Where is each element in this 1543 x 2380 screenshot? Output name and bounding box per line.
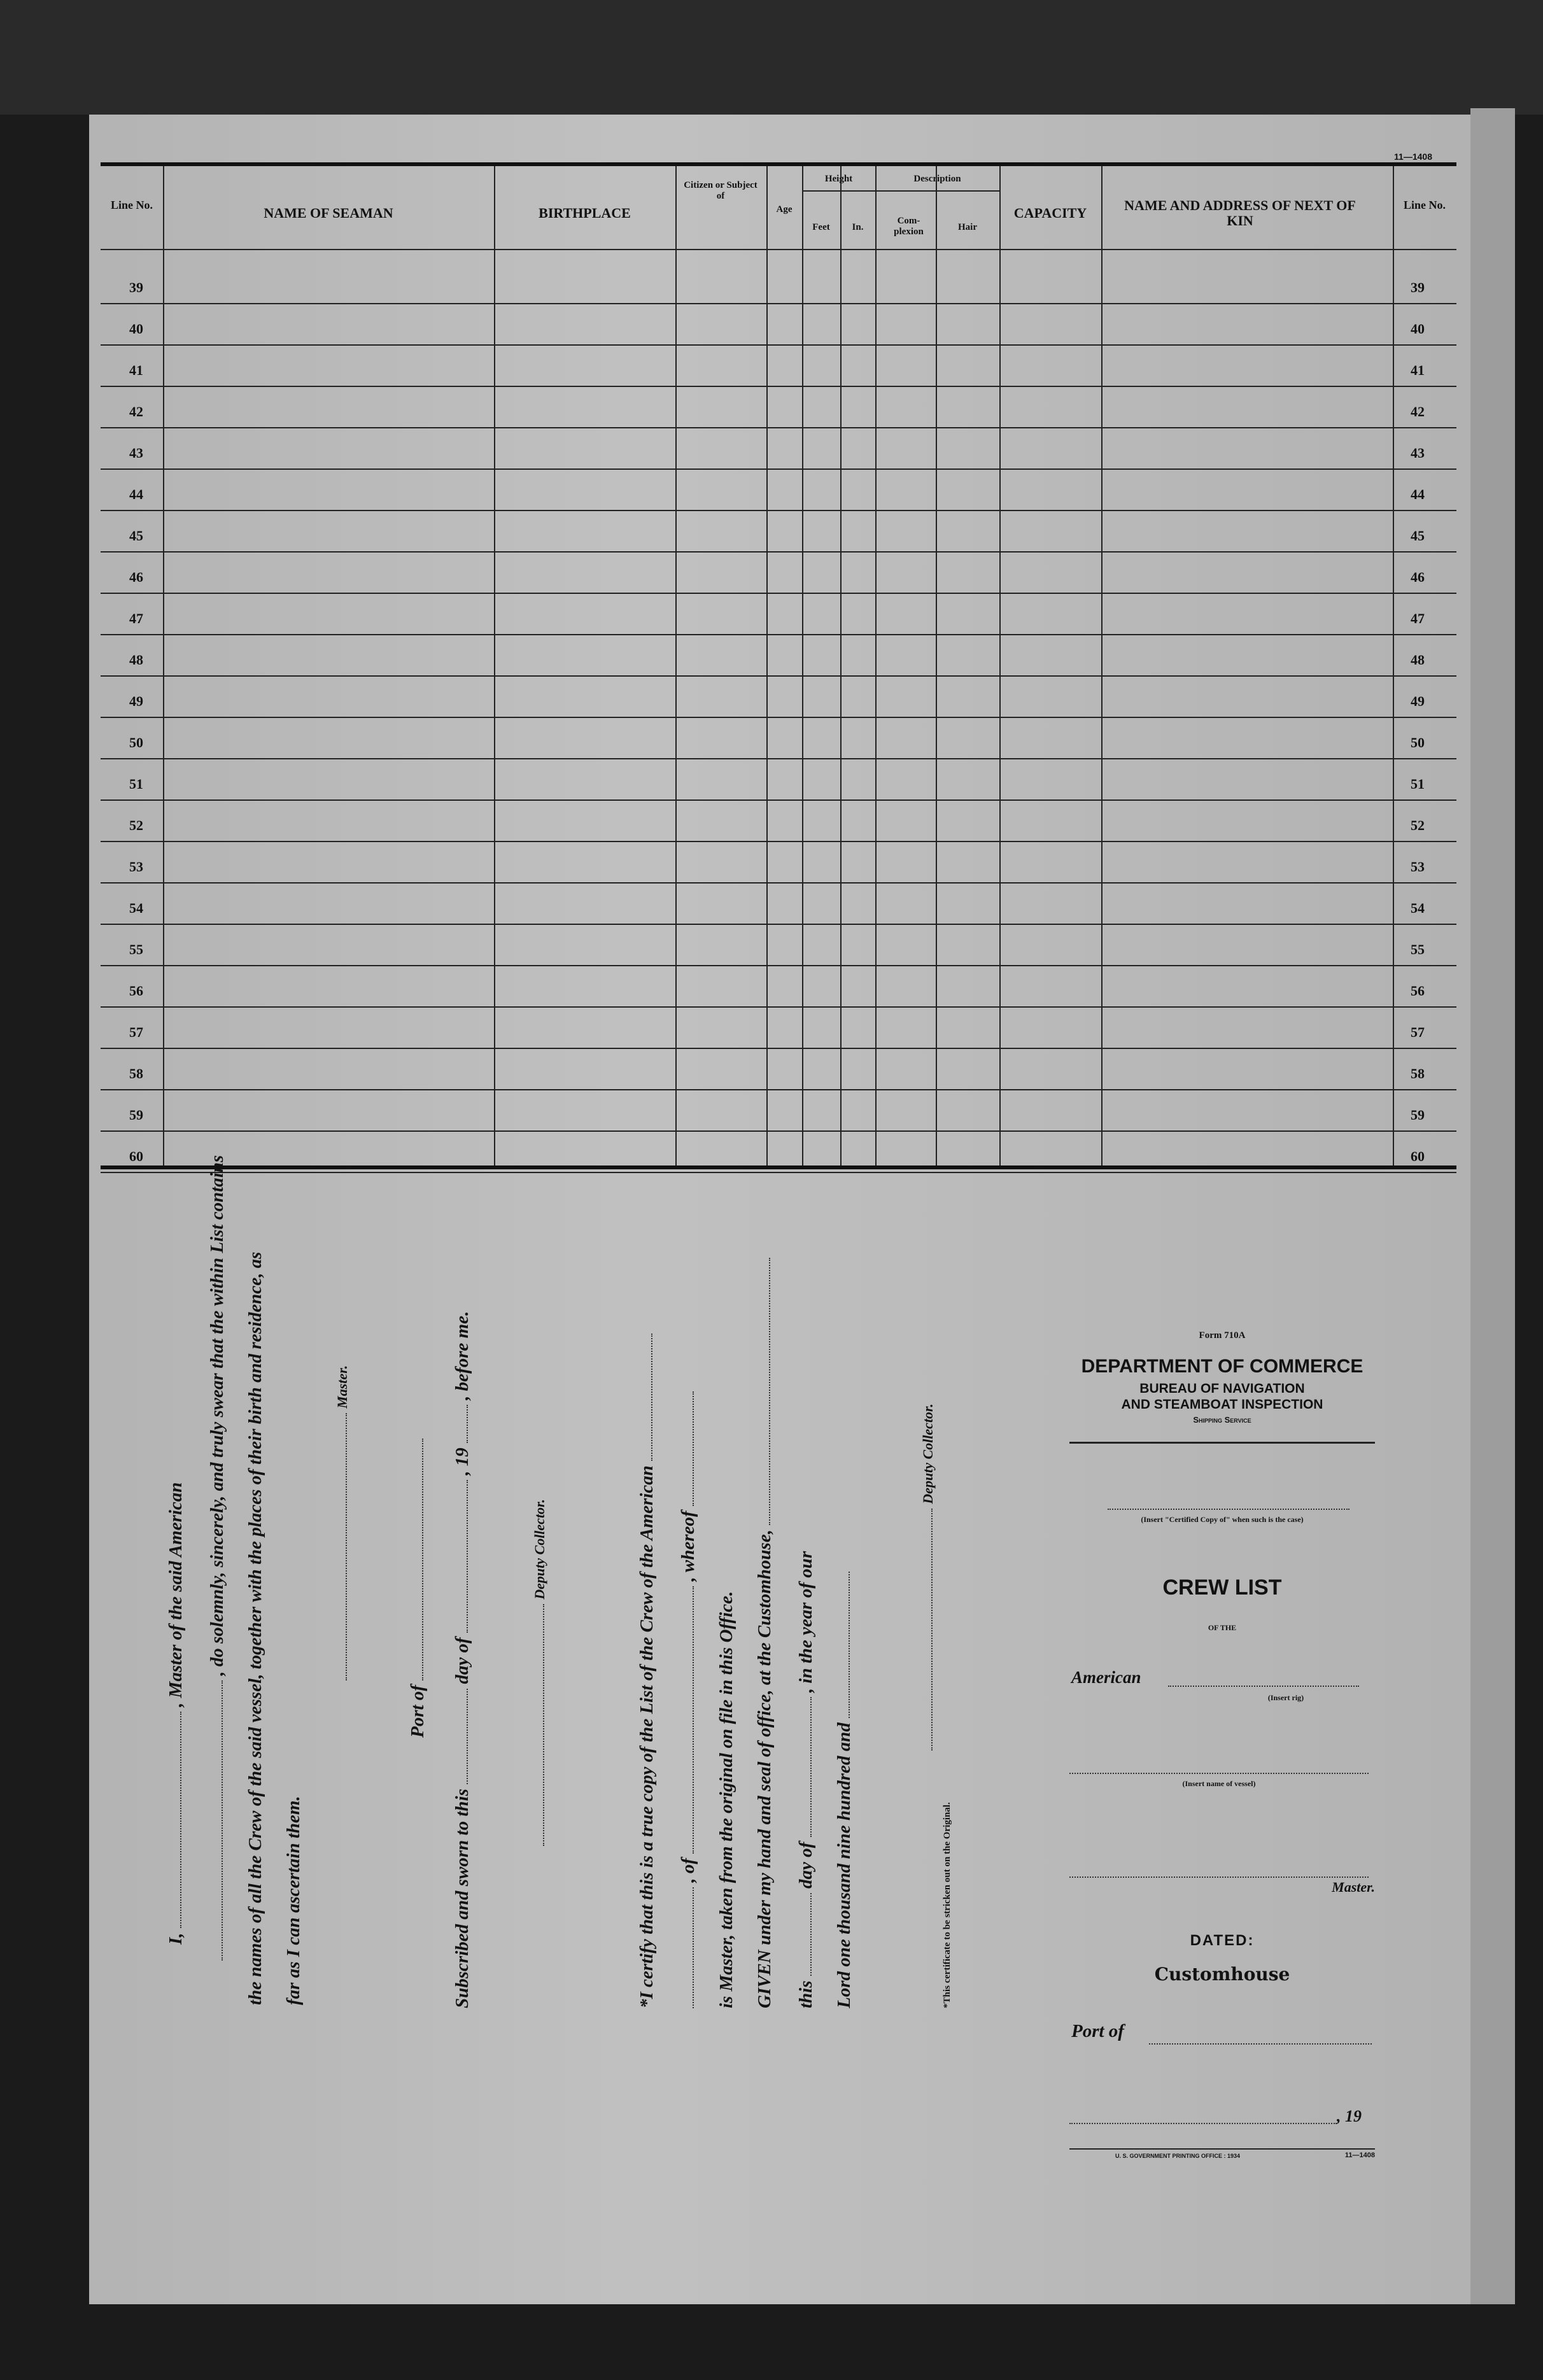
table-row xyxy=(101,924,1456,925)
cert-port-of: Port of xyxy=(407,1685,428,1738)
table-row xyxy=(101,510,1456,511)
header-name-of-seaman: NAME OF SEAMAN xyxy=(264,205,393,221)
cover-form-bottom: 11—1408 xyxy=(1344,2151,1375,2159)
cert-whereof: , whereof xyxy=(678,1510,698,1582)
column-rule xyxy=(936,166,937,1165)
header-height: Height xyxy=(824,174,853,184)
vessel-name-blank xyxy=(1069,1773,1369,1774)
row-number-right: 58 xyxy=(1411,1066,1425,1081)
master-signature-line xyxy=(331,1365,352,1680)
cert-true-copy-text: *I certify that this is a true copy of the List of the Crew of the American xyxy=(637,1465,657,2008)
row-number-right: 56 xyxy=(1411,983,1425,999)
port-blank xyxy=(421,1439,423,1680)
row-number: 56 xyxy=(129,983,143,999)
table-row xyxy=(101,1130,1456,1132)
table-row xyxy=(101,717,1456,718)
table-row xyxy=(101,1006,1456,1008)
table-row xyxy=(101,675,1456,677)
deputy2-label: Deputy Collector. xyxy=(920,1404,936,1504)
cert-master-label: Master. xyxy=(334,1365,350,1409)
row-number: 52 xyxy=(129,817,143,833)
cert-before-me: , before me. xyxy=(452,1311,472,1400)
column-rule xyxy=(1101,166,1103,1165)
row-number-right: 55 xyxy=(1411,941,1425,957)
header-birthplace: BIRTHPLACE xyxy=(539,205,631,221)
whereof-blank xyxy=(692,1391,694,1506)
deputy-collector-1 xyxy=(528,1499,549,1846)
deputy2-blank xyxy=(931,1509,933,1750)
column-rule xyxy=(766,166,768,1165)
cert-given-text: GIVEN under my hand and seal of office, at the Customhouse, xyxy=(754,1530,775,2008)
row-number: 50 xyxy=(129,735,143,750)
row-number-right: 45 xyxy=(1411,528,1425,544)
header-line-no-right: Line No. xyxy=(1403,199,1446,211)
cert-subscribed: Subscribed and sworn to this xyxy=(452,1789,472,2008)
header-subrule xyxy=(802,190,875,192)
cert-master-of: , Master of the said American xyxy=(166,1482,186,1707)
page-edge xyxy=(1470,108,1515,2304)
row-number-right: 60 xyxy=(1411,1148,1425,1164)
cert-line-1 xyxy=(166,1482,187,1945)
column-rule xyxy=(675,166,677,1165)
row-number-right: 48 xyxy=(1411,652,1425,668)
table-row xyxy=(101,344,1456,346)
cert-19: , 19 xyxy=(452,1447,472,1475)
row-number: 58 xyxy=(129,1066,143,1081)
row-number-right: 39 xyxy=(1411,279,1425,295)
header-complexion: Com- plexion xyxy=(894,216,924,237)
column-rule xyxy=(802,166,803,1165)
row-number: 45 xyxy=(129,528,143,544)
of-blank-1 xyxy=(692,1887,694,2008)
sub-day-blank xyxy=(466,1689,468,1784)
row-number: 40 xyxy=(129,321,143,337)
name-blank xyxy=(221,1680,223,1961)
cover-rule xyxy=(1069,1442,1375,1444)
header-line-no: Line No. xyxy=(110,199,153,211)
cert-is-master: is Master, taken from the original on file in this Office. xyxy=(716,1591,736,2008)
crew-list-page xyxy=(89,115,1470,2304)
cover-master: Master. xyxy=(1332,1879,1375,1895)
master-blank xyxy=(1069,1877,1369,1878)
row-number: 55 xyxy=(129,941,143,957)
row-number-right: 44 xyxy=(1411,486,1425,502)
table-row xyxy=(101,841,1456,842)
header-feet: Feet xyxy=(812,222,830,232)
cert-line-4: far as I can ascertain them. xyxy=(283,1796,304,2005)
cert-line-2 xyxy=(207,1155,228,1961)
column-rule xyxy=(494,166,495,1165)
row-number-right: 46 xyxy=(1411,569,1425,585)
table-row xyxy=(101,593,1456,594)
cert-day-of-2: day of xyxy=(796,1841,816,1889)
sub-month-blank xyxy=(466,1480,468,1633)
row-number: 57 xyxy=(129,1024,143,1040)
row-number-right: 47 xyxy=(1411,610,1425,626)
cover-insert-rig: (Insert rig) xyxy=(1267,1693,1304,1702)
cert-of: , of xyxy=(678,1858,698,1883)
row-number: 44 xyxy=(129,486,143,502)
rig-blank xyxy=(1168,1686,1359,1687)
cover-dated: DATED: xyxy=(1190,1932,1255,1949)
header-citizen: Citizen or Subject of xyxy=(684,180,757,201)
cover-customhouse: Customhouse xyxy=(1154,1964,1290,1985)
cover-port-blank xyxy=(1149,2043,1372,2045)
certified-copy-blank xyxy=(1108,1509,1349,1510)
port-of-line xyxy=(407,1439,428,1738)
row-number: 60 xyxy=(129,1148,143,1164)
row-number-right: 50 xyxy=(1411,735,1425,750)
table-row xyxy=(101,965,1456,966)
cover-date-blank xyxy=(1069,2123,1337,2124)
vessel-blank xyxy=(651,1334,652,1461)
column-rule xyxy=(999,166,1001,1165)
cover-insert-vessel: (Insert name of vessel) xyxy=(1182,1779,1256,1788)
table-row xyxy=(101,303,1456,304)
row-number: 43 xyxy=(129,445,143,461)
crew-table xyxy=(101,162,1456,1169)
header-bottom-rule xyxy=(101,249,1456,250)
cover-title: CREW LIST xyxy=(1162,1575,1282,1600)
table-row xyxy=(101,799,1456,801)
row-number-right: 52 xyxy=(1411,817,1425,833)
table-row xyxy=(101,1048,1456,1049)
table-row xyxy=(101,386,1456,387)
cert-this-day xyxy=(796,1551,817,2008)
row-number-right: 51 xyxy=(1411,776,1425,792)
row-number: 47 xyxy=(129,610,143,626)
cover-bureau-2: AND STEAMBOAT INSPECTION xyxy=(1121,1397,1323,1412)
header-age: Age xyxy=(776,204,793,215)
column-rule xyxy=(163,166,164,1165)
this-blank xyxy=(810,1893,812,1976)
cert-swear: , do solemnly, sincerely, and truly swear that the within List contains xyxy=(207,1155,227,1676)
form-number-top: 11—1408 xyxy=(1394,151,1432,162)
row-number-right: 40 xyxy=(1411,321,1425,337)
deputy1-blank xyxy=(542,1604,544,1846)
row-number: 51 xyxy=(129,776,143,792)
row-number: 49 xyxy=(129,693,143,709)
cert-true-copy xyxy=(637,1334,658,2008)
header-capacity: CAPACITY xyxy=(1013,205,1087,221)
row-number-right: 41 xyxy=(1411,362,1425,378)
row-number: 48 xyxy=(129,652,143,668)
table-row xyxy=(101,551,1456,553)
cover-insert-certified: (Insert "Certified Copy of" when such is the case) xyxy=(1141,1515,1304,1524)
row-number: 46 xyxy=(129,569,143,585)
cert-lord-text: Lord one thousand nine hundred and xyxy=(834,1722,854,2008)
row-number-right: 42 xyxy=(1411,404,1425,419)
deputy-collector-2 xyxy=(917,1404,938,1750)
cover-service: Shipping Service xyxy=(1193,1415,1251,1425)
cert-this: this xyxy=(796,1980,816,2008)
cert-lord xyxy=(834,1572,855,2008)
cert-day-of: day of xyxy=(452,1637,472,1684)
cover-bottom-rule xyxy=(1069,2148,1375,2150)
cert-i: I, xyxy=(166,1933,186,1945)
master-name-blank xyxy=(180,1712,181,1928)
column-rule xyxy=(840,166,842,1165)
header-inches: In. xyxy=(852,222,864,232)
table-row xyxy=(101,427,1456,428)
table-row xyxy=(101,882,1456,884)
header-subrule xyxy=(875,190,999,192)
row-number-right: 53 xyxy=(1411,859,1425,875)
row-number-right: 43 xyxy=(1411,445,1425,461)
column-rule xyxy=(1393,166,1394,1165)
row-number: 59 xyxy=(129,1107,143,1123)
scan-background xyxy=(0,0,1543,115)
column-rule xyxy=(875,166,877,1165)
cover-port-of: Port of xyxy=(1071,2021,1124,2041)
cover-of-the: OF THE xyxy=(1208,1623,1237,1632)
cert-given xyxy=(754,1258,775,2008)
row-number-right: 49 xyxy=(1411,693,1425,709)
header-description: Description xyxy=(913,174,961,184)
row-number: 42 xyxy=(129,404,143,419)
cover-american: American xyxy=(1071,1668,1141,1687)
cert-year-of-our: , in the year of our xyxy=(796,1551,816,1693)
row-number: 54 xyxy=(129,900,143,916)
table-row xyxy=(101,758,1456,759)
table-row xyxy=(101,1172,1456,1173)
cover-bureau-1: BUREAU OF NAVIGATION xyxy=(1139,1381,1305,1396)
row-number-right: 59 xyxy=(1411,1107,1425,1123)
row-number-right: 54 xyxy=(1411,900,1425,916)
cert-footnote: *This certificate to be stricken out on the Original. xyxy=(942,1802,952,2008)
lord-blank xyxy=(848,1572,850,1718)
subscribed-line xyxy=(452,1311,473,2008)
row-number: 53 xyxy=(129,859,143,875)
header-next-of-kin: NAME AND ADDRESS OF NEXT OF KIN xyxy=(1124,197,1356,229)
row-number-right: 57 xyxy=(1411,1024,1425,1040)
cert-line-3: the names of all the Crew of the said vessel, together with the places of their birth and residence, as xyxy=(245,1251,265,2005)
header-hair: Hair xyxy=(958,222,977,232)
table-row xyxy=(101,1089,1456,1090)
cover-form-number: Form 710A xyxy=(1199,1330,1246,1341)
row-number: 41 xyxy=(129,362,143,378)
customhouse-blank xyxy=(768,1258,770,1525)
sub-year-blank xyxy=(466,1405,468,1443)
cert-of-whereof xyxy=(678,1391,699,2008)
table-row xyxy=(101,634,1456,635)
master-signature-blank xyxy=(345,1413,347,1680)
row-number: 39 xyxy=(129,279,143,295)
deputy1-label: Deputy Collector. xyxy=(532,1499,547,1600)
of-blank-2 xyxy=(692,1586,694,1854)
table-row xyxy=(101,468,1456,470)
day-of-blank xyxy=(810,1697,812,1837)
cover-department: DEPARTMENT OF COMMERCE xyxy=(1081,1356,1363,1377)
cover-printer: U. S. GOVERNMENT PRINTING OFFICE : 1934 xyxy=(1115,2153,1241,2159)
cover-year: , 19 xyxy=(1337,2107,1362,2125)
